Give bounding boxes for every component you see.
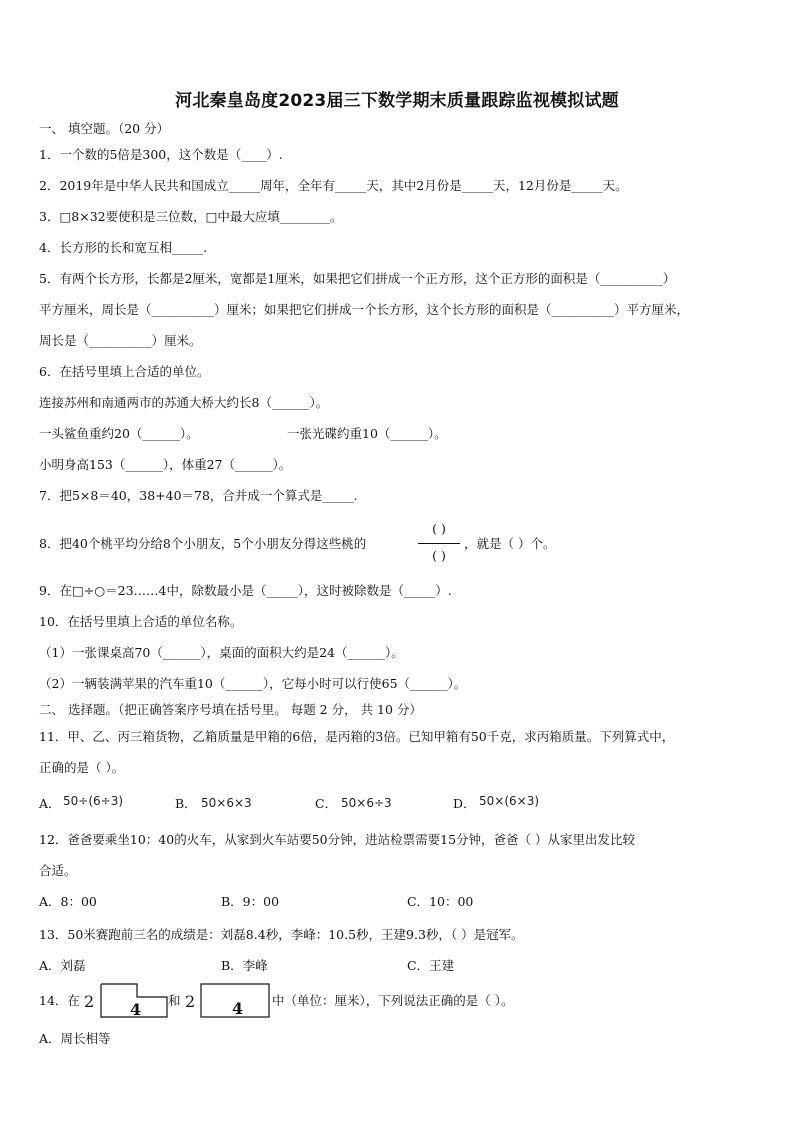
question-12-line-2: 合适。 <box>39 863 77 878</box>
fraction-denominator-blank: ( ) <box>432 548 446 563</box>
q14-option-a: A．周长相等 <box>39 1031 111 1046</box>
question-7: 7．把5×8＝40，38+40＝78，合并成一个算式是_____. <box>39 488 358 503</box>
q13-option-b: B．李峰 <box>221 958 268 973</box>
q11-option-d-label: D． <box>453 796 476 811</box>
question-3: 3．□8×32要使积是三位数，□中最大应填________。 <box>39 209 343 224</box>
question-1: 1．一个数的5倍是300，这个数是（____）. <box>39 147 283 162</box>
question-6-item-shark: 一头鲨鱼重约20（______）。 <box>39 426 199 441</box>
question-13: 13．50米赛跑前三名的成绩是：刘磊8.4秒，李峰：10.5秒，王建9.3秒，（ ）是冠军。 <box>39 927 524 942</box>
question-4: 4．长方形的长和宽互相_____. <box>39 240 208 255</box>
shape-1-base-label: 4 <box>130 1000 142 1019</box>
shape-2-side-label: 2 <box>185 992 196 1011</box>
question-10-item-1: （1）一张课桌高70（______），桌面的面积大约是24（______）。 <box>39 645 404 660</box>
q13-option-a: A．刘磊 <box>39 958 86 973</box>
q11-option-b-formula: 50×6×3 <box>201 796 252 810</box>
q11-option-c-label: C． <box>315 796 338 811</box>
question-6-item-disc: 一张光碟约重10（______）。 <box>287 426 447 441</box>
question-8-text: 8．把40个桃平均分给8个小朋友，5个小朋友分得这些桃的 <box>39 536 367 551</box>
q11-option-a-formula: 50÷(6÷3) <box>63 794 124 808</box>
q11-option-b-label: B． <box>175 796 197 811</box>
question-5-line-1: 5．有两个长方形，长都是2厘米，宽都是1厘米，如果把它们拼成一个正方形，这个正方形的面积是（__________） <box>39 271 676 286</box>
section-heading-fill-blanks: 一、 填空题。（20 分） <box>39 121 170 136</box>
question-9: 9．在□÷○＝23……4中，除数最小是（_____），这时被除数是（_____）. <box>39 583 452 598</box>
q12-option-b: B．9：00 <box>221 894 280 909</box>
question-6-item-bridge: 连接苏州和南通两市的苏通大桥大约长8（______）。 <box>39 395 329 410</box>
shape-1-side-label: 2 <box>84 992 95 1011</box>
question-14-and: 和 <box>168 993 181 1008</box>
shape-2-base-label: 4 <box>232 999 244 1018</box>
question-2: 2．2019年是中华人民共和国成立_____周年，全年有_____天，其中2月份是_____天，12月份是_____天。 <box>39 178 628 193</box>
question-11-line-1: 11．甲、乙、丙三箱货物，乙箱质量是甲箱的6倍，是丙箱的3倍。已知甲箱有50千克，求丙箱质量。下列算式中， <box>39 729 675 744</box>
question-10: 10．在括号里填上合适的单位名称。 <box>39 614 243 629</box>
question-8-fraction <box>416 521 462 567</box>
q12-option-a: A．8：00 <box>39 894 97 909</box>
q13-option-c: C．王建 <box>407 958 455 973</box>
question-5-line-2: 平方厘米，周长是（__________）厘米；如果把它们拼成一个长方形，这个长方形的面积是（__________）平方厘米， <box>39 302 690 317</box>
section-heading-multiple-choice: 二、 选择题。（把正确答案序号填在括号里。 每题 2 分， 共 10 分） <box>39 702 422 717</box>
fraction-bar <box>418 543 460 544</box>
q11-option-a-label: A． <box>39 796 61 811</box>
question-12-line-1: 12．爸爸要乘坐10：40的火车，从家到火车站要50分钟，进站检票需要15分钟，爸爸（ ）从家里出发比较 <box>39 832 636 847</box>
question-5-line-3: 周长是（__________）厘米。 <box>39 333 202 348</box>
question-6: 6．在括号里填上合适的单位。 <box>39 364 210 379</box>
question-14-prefix: 14．在 <box>39 993 80 1008</box>
question-8-tail: ，就是（ ）个。 <box>464 536 556 551</box>
q11-option-d-formula: 50×(6×3) <box>479 794 540 808</box>
page-title: 河北秦皇岛度2023届三下数学期末质量跟踪监视模拟试题 <box>175 91 619 111</box>
question-11-line-2: 正确的是（ ）。 <box>39 760 125 775</box>
question-6-item-height: 小明身高153（______），体重27（______）。 <box>39 457 292 472</box>
fraction-numerator-blank: ( ) <box>432 521 446 536</box>
q12-option-c: C．10：00 <box>407 894 474 909</box>
question-10-item-2: （2）一辆装满苹果的汽车重10（______），它每小时可以行使65（______）。 <box>39 676 467 691</box>
q11-option-c-formula: 50×6÷3 <box>341 796 392 810</box>
question-14-suffix: 中（单位：厘米），下列说法正确的是（ ）。 <box>272 993 514 1008</box>
